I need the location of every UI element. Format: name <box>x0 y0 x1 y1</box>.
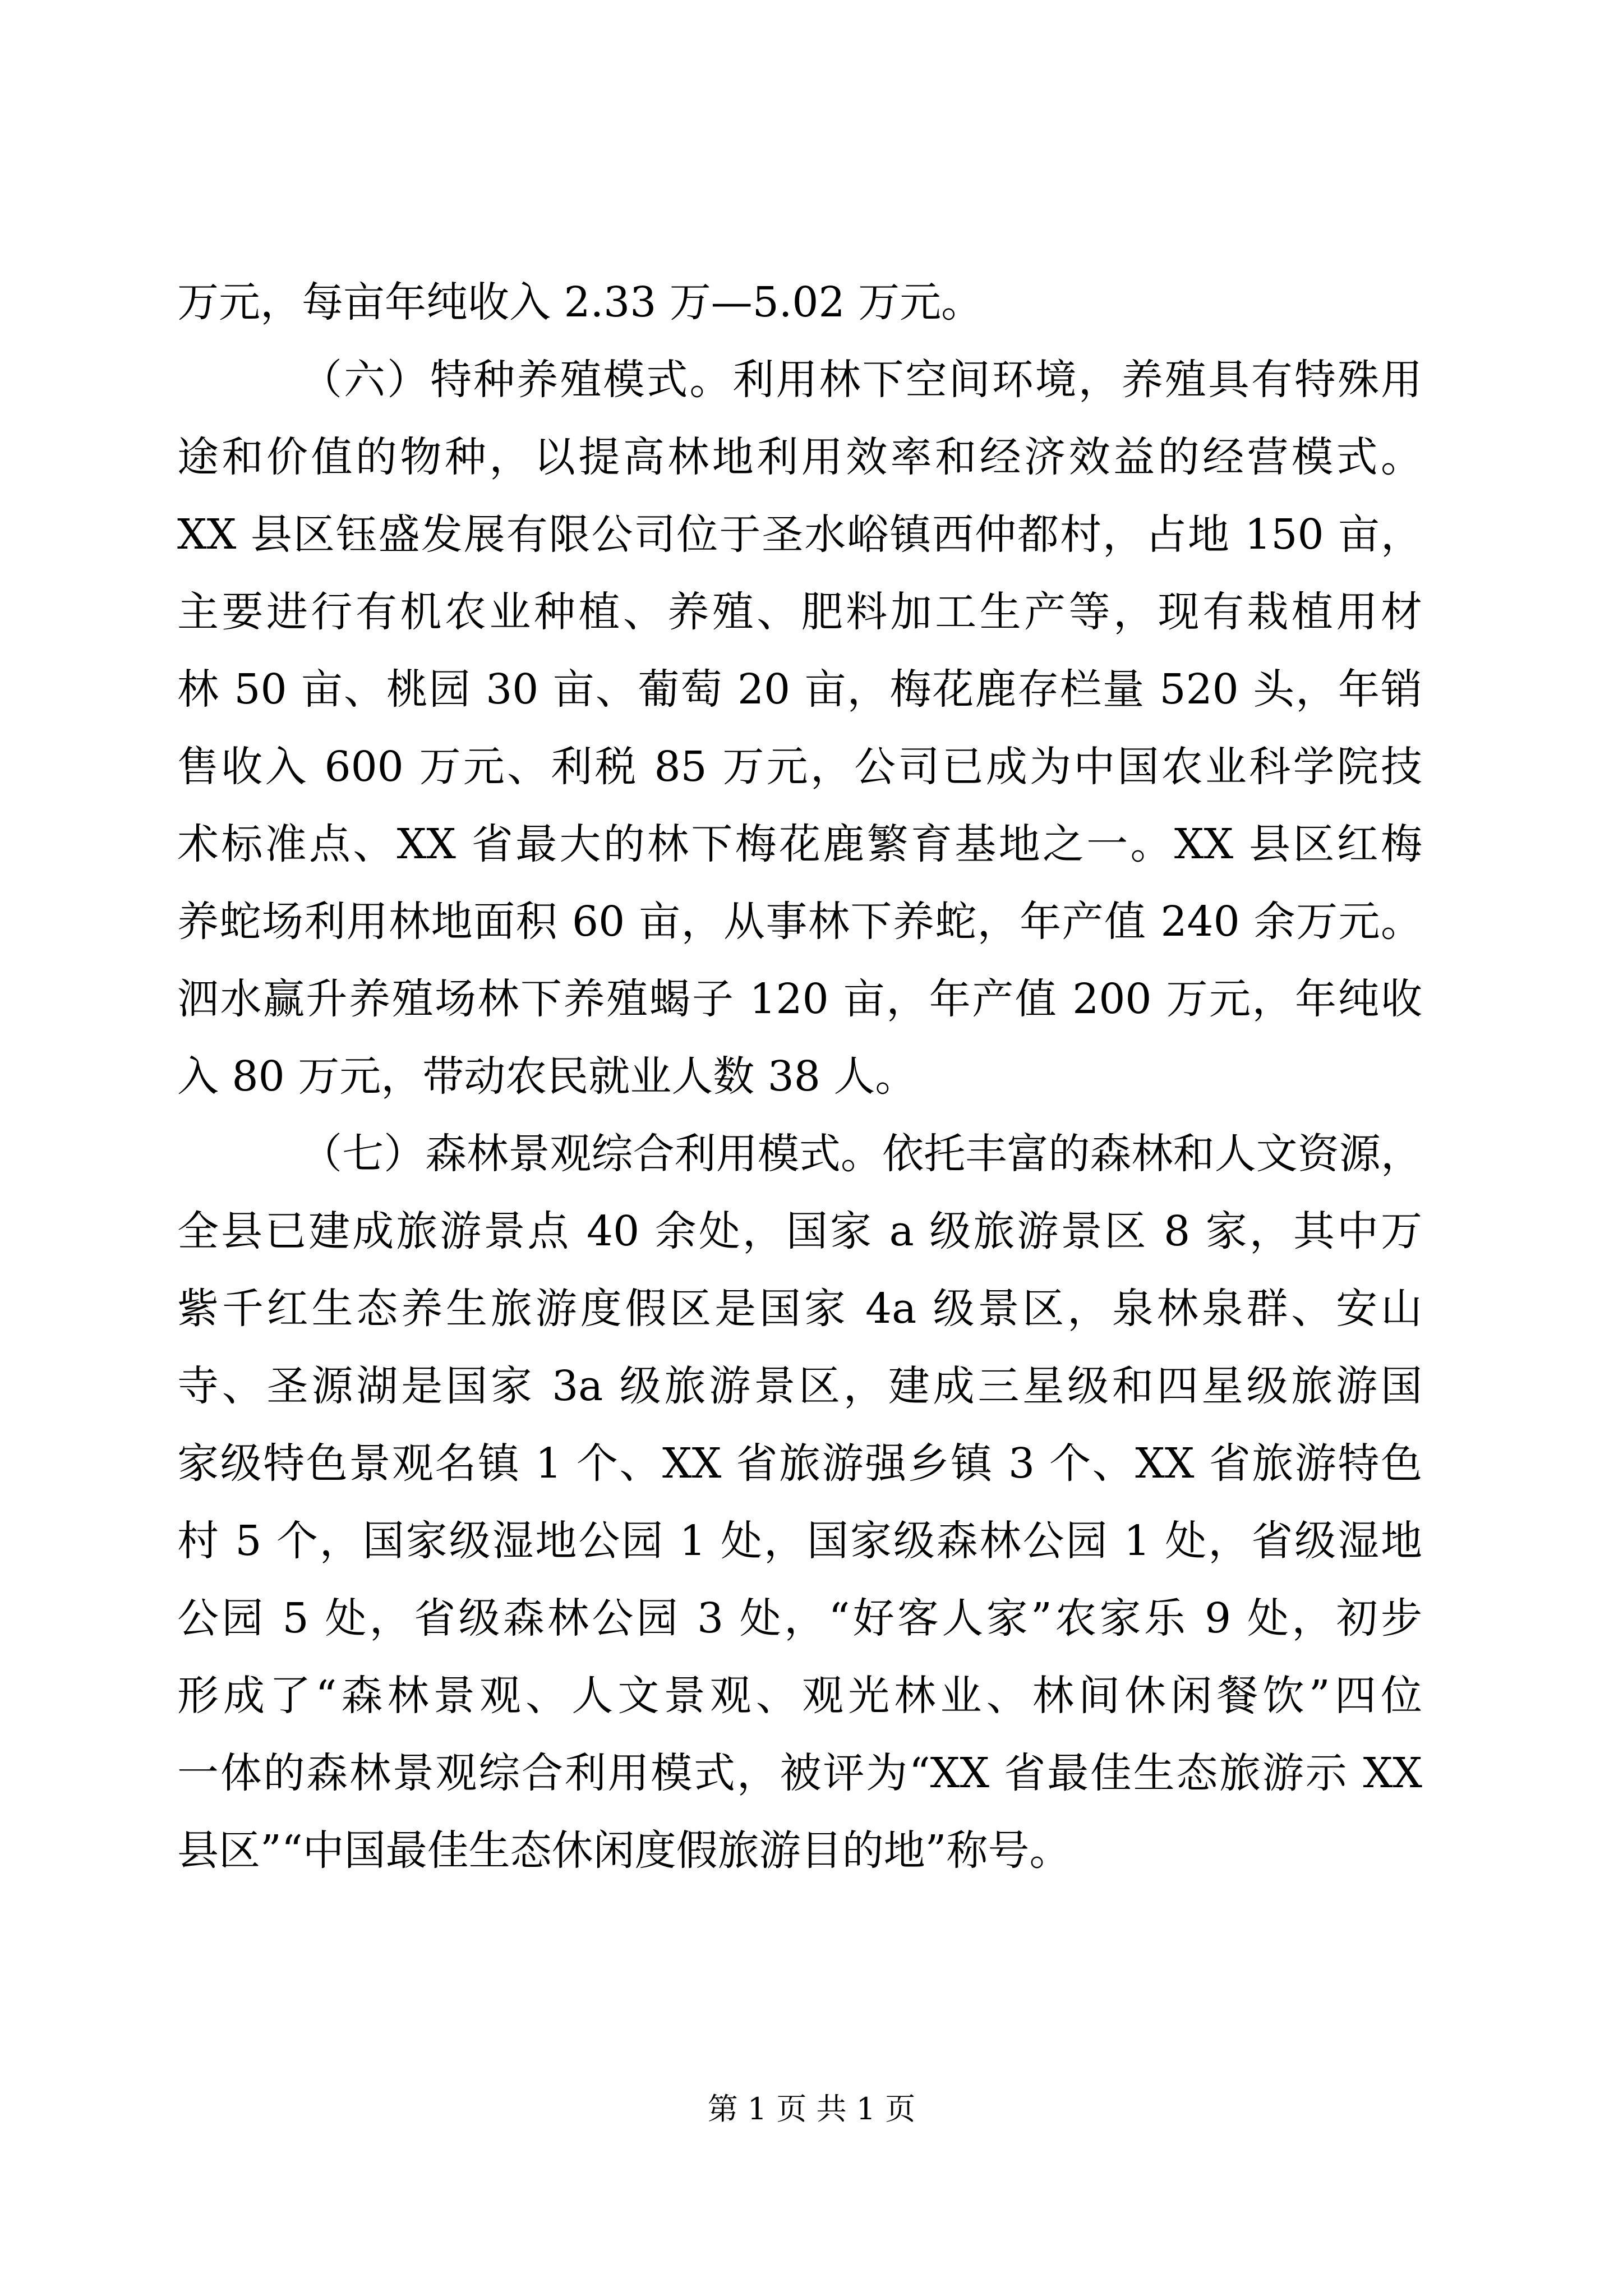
text-line: 养蛇场利用林地面积 60 亩，从事林下养蛇，年产值 240 余万元。 <box>177 898 1422 946</box>
page-footer <box>0 2087 1623 2132</box>
text-line: 寺、圣源湖是国家 3a 级旅游景区，建成三星级和四星级旅游国 <box>177 1362 1422 1410</box>
text-line: 公园 5 处，省级森林公园 3 处，“好客人家”农家乐 9 处，初步 <box>177 1594 1422 1642</box>
paragraph-heading-six: （六）特种养殖模式。利用林下空间环境，养殖具有特殊用 <box>301 356 1422 404</box>
text-line: 一体的森林景观综合利用模式，被评为“XX 省最佳生态旅游示 XX <box>177 1749 1422 1797</box>
text-line: 家级特色景观名镇 1 个、XX 省旅游强乡镇 3 个、XX 省旅游特色 <box>177 1439 1422 1488</box>
text-line: XX 县区钰盛发展有限公司位于圣水峪镇西仲都村，占地 150 亩， <box>177 510 1422 559</box>
text-line: 县区”“中国最佳生态休闲度假旅游目的地”称号。 <box>177 1826 1071 1875</box>
text-line: 林 50 亩、桃园 30 亩、葡萄 20 亩，梅花鹿存栏量 520 头，年销 <box>177 665 1422 714</box>
text-line: 全县已建成旅游景点 40 余处，国家 a 级旅游景区 8 家，其中万 <box>177 1207 1422 1255</box>
text-line: 形成了“森林景观、人文景观、观光林业、林间休闲餐饮”四位 <box>177 1672 1422 1720</box>
text-line: 术标准点、XX 省最大的林下梅花鹿繁育基地之一。XX 县区红梅 <box>177 820 1422 868</box>
text-line: 售收入 600 万元、利税 85 万元，公司已成为中国农业科学院技 <box>177 743 1422 791</box>
text-line: 泗水赢升养殖场林下养殖蝎子 120 亩，年产值 200 万元，年纯收 <box>177 975 1422 1023</box>
text-line: 万元，每亩年纯收入 2.33 万—5.02 万元。 <box>177 278 983 326</box>
text-line: 主要进行有机农业种植、养殖、肥料加工生产等，现有栽植用材 <box>177 588 1422 636</box>
paragraph-heading-seven: （七）森林景观综合利用模式。依托丰富的森林和人文资源， <box>301 1130 1422 1178</box>
page-number: 第 1 页 共 1 页 <box>707 2091 916 2127</box>
text-line: 村 5 个，国家级湿地公园 1 处，国家级森林公园 1 处，省级湿地 <box>177 1517 1422 1565</box>
text-line: 紫千红生态养生旅游度假区是国家 4a 级景区，泉林泉群、安山 <box>177 1285 1422 1333</box>
body-text <box>177 264 1422 1889</box>
text-line: 途和价值的物种，以提高林地利用效率和经济效益的经营模式。 <box>177 433 1422 481</box>
text-line: 入 80 万元，带动农民就业人数 38 人。 <box>177 1052 917 1101</box>
